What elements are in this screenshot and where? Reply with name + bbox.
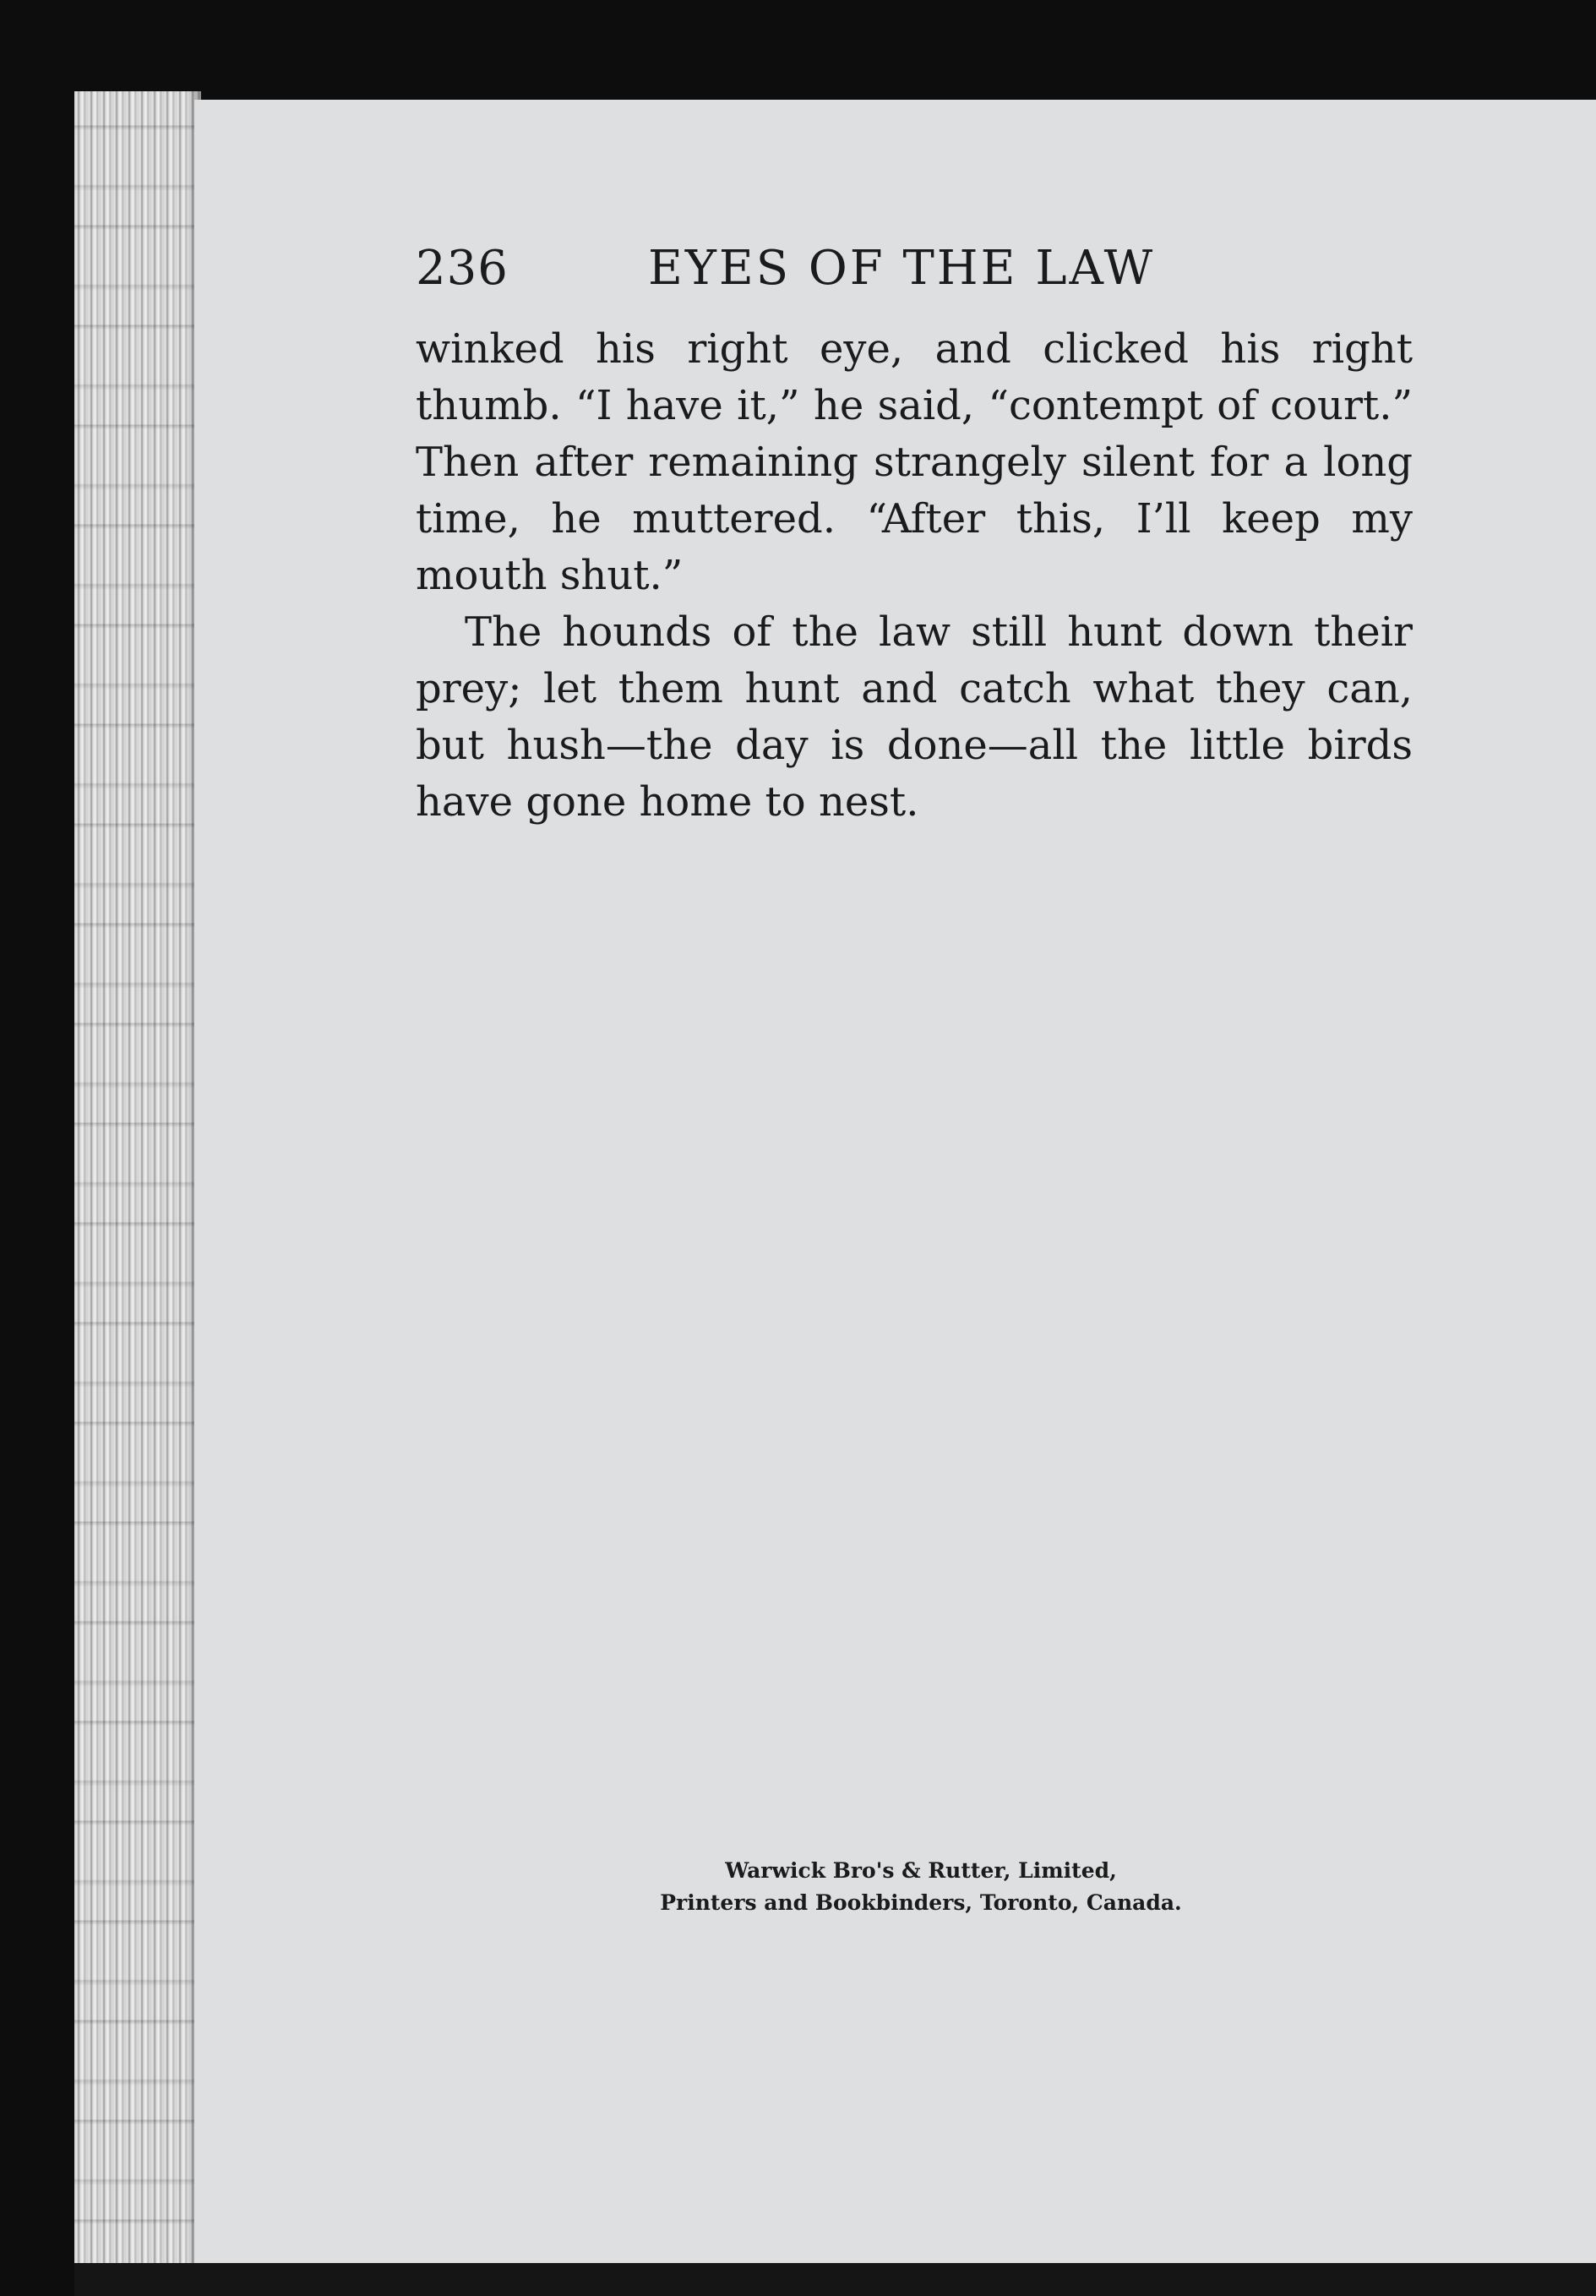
- running-title: EYES OF THE LAW: [648, 241, 1156, 296]
- page-block-edges: [74, 91, 201, 2263]
- paragraph-2: The hounds of the law still hunt down their prey; let them hunt and catch what they can, but hush—the day is done—all the little birds have gone home to nest.: [416, 608, 1413, 826]
- running-header: [416, 241, 1413, 300]
- paragraph-1: winked his right eye, and clicked his right thumb. “I have it,” he said, “contempt of court.” Then after remaining strangely silent for a long time, he muttered. “After this, I’ll keep my mouth shut.”: [416, 325, 1413, 599]
- imprint-line-1: Warwick Bro's & Rutter, Limited,: [725, 1858, 1117, 1883]
- printer-imprint: [541, 1855, 1301, 1919]
- body-text: [416, 321, 1413, 831]
- imprint-line-2: Printers and Bookbinders, Toronto, Canada.: [660, 1890, 1182, 1915]
- page-number: 236: [416, 241, 509, 296]
- scan-border: [74, 2263, 1596, 2296]
